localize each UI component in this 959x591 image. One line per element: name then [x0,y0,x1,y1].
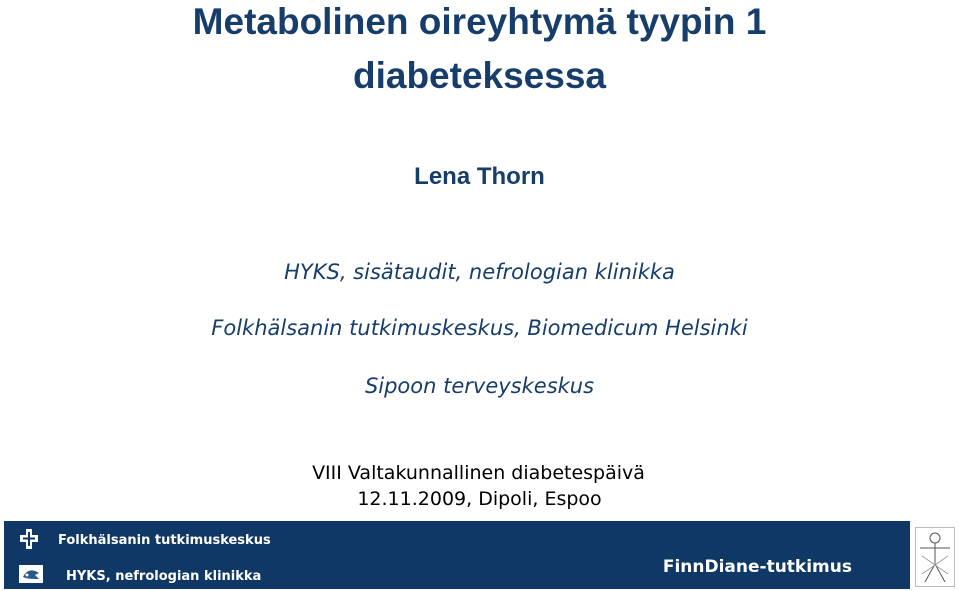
title-line-2: diabeteksessa [352,55,606,96]
footer [0,521,959,589]
slide-title [0,0,959,103]
folkhalsan-logo-icon [20,529,38,549]
title-line-1: Metabolinen oireyhtymä tyypin 1 [192,1,767,42]
footer-org-folkhalsan: Folkhälsanin tutkimuskeskus [58,533,271,548]
footer-project-name: FinnDiane-tutkimus [662,557,852,577]
affiliation-hyks: HYKS, sisätaudit, nefrologian klinikka [284,260,675,284]
hyks-logo-icon [19,565,43,583]
event-date-place: 12.11.2009, Dipoli, Espoo [357,488,602,510]
footer-org-hyks: HYKS, nefrologian klinikka [66,569,262,584]
event-name: VIII Valtakunnallinen diabetespäivä [312,462,645,484]
affiliation-folkhalsan: Folkhälsanin tutkimuskeskus, Biomedicum Helsinki [211,316,748,340]
author-name: Lena Thorn [414,163,545,190]
vitruvian-sketch-icon [915,527,955,587]
affiliation-sipoo: Sipoon terveyskeskus [364,374,595,398]
footer-bar [4,521,910,589]
